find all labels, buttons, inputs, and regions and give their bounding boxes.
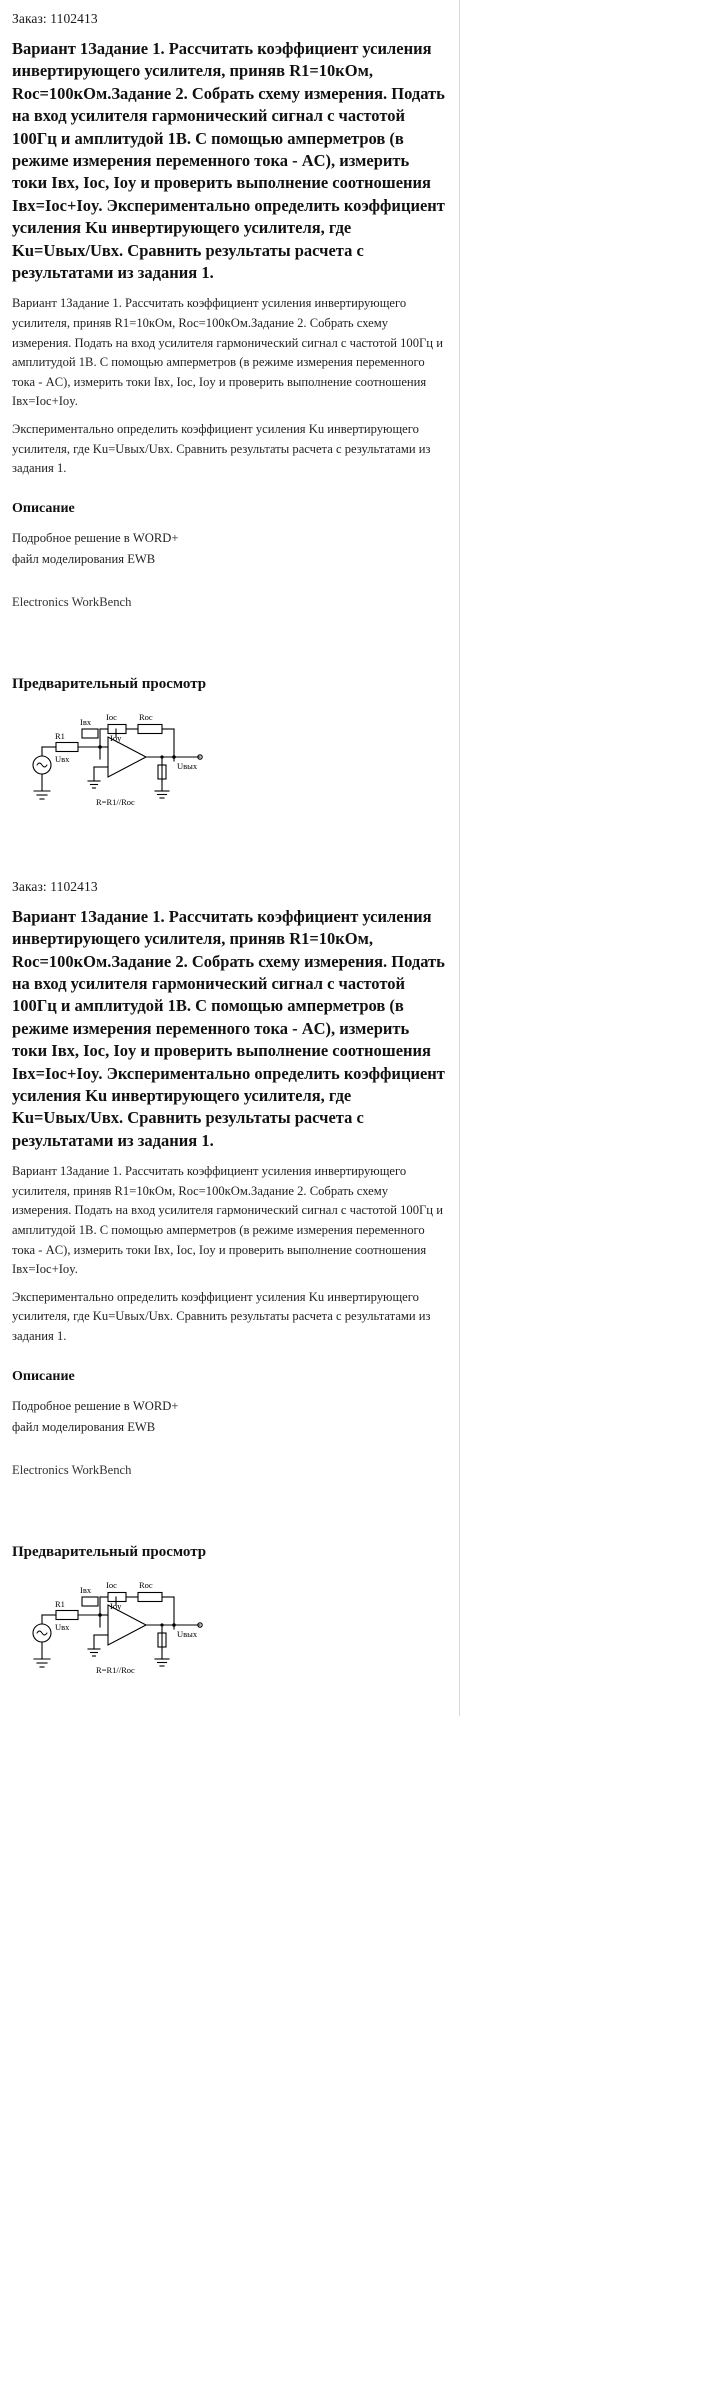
order-number: Заказ: 1102413 <box>12 11 98 26</box>
schematic-label-r1-2: R1 <box>55 1598 65 1609</box>
lead-paragraph: Вариант 1Задание 1. Рассчитать коэффициент усиления инвертирующего усилителя, приняв R1=10кОм, Roc=100кОм.Задание 2. Собрать схему измерения. Подать на вход усилителя гармонический сигнал с частотой 100Гц и амплитудой 1В. С помощью амперметров (в режиме измерения переменного тока - AC), измерить токи Iвх, Ioc, Ioy и проверить выполнение соотношения Iвх=Ioc+Ioy. Экспериментально определить коэффициент усиления Ku инвертирующего усилителя, где Ku=Uвых/Uвх. Сравнить результаты расчета с результатами из задания 1. <box>12 39 445 283</box>
schematic-label-uvyh: Uвых <box>177 760 198 771</box>
opamp-circuit-diagram-2 <box>22 1571 242 1676</box>
body-paragraph-2: Экспериментально определить коэффициент усиления Ku инвертирующего усилителя, где Ku=Uвых/Uвх. Сравнить результаты расчета с результатами из задания 1. <box>12 422 431 476</box>
description-line-2: файл моделирования EWB <box>12 551 156 566</box>
software-label-2: Electronics WorkBench <box>12 1462 132 1477</box>
preview-heading: Предварительный просмотр <box>12 675 207 692</box>
schematic-label-r1: R1 <box>55 730 65 741</box>
schematic-label-uvx-2: Uвх <box>55 1621 70 1632</box>
body-paragraph-1: Вариант 1Задание 1. Рассчитать коэффициент усиления инвертирующего усилителя, приняв R1=10кОм, Roc=100кОм.Задание 2. Собрать схему измерения. Подать на вход усилителя гармонический сигнал с частотой 100Гц и амплитудой 1В. С помощью амперметров (в режиме измерения переменного тока - AC), измерить токи Iвх, Ioc, Ioy и проверить выполнение соотношения Iвх=Ioc+Ioy. <box>12 296 443 409</box>
schematic-label-ioc-2: Ioc <box>106 1579 117 1590</box>
preview-heading-2: Предварительный просмотр <box>12 1543 207 1560</box>
description-heading-2: Описание <box>12 1368 75 1384</box>
description-heading: Описание <box>12 500 75 516</box>
schematic-figure-2 <box>0 1561 459 1676</box>
body-text-block <box>0 284 459 478</box>
description-line-1-copy: Подробное решение в WORD+ <box>12 1398 179 1413</box>
schematic-label-formula-2: R=R1//Roc <box>96 1664 135 1675</box>
schematic-label-uvyh-2: Uвых <box>177 1628 198 1639</box>
schematic-label-formula: R=R1//Roc <box>96 796 135 807</box>
schematic-label-ioy-2: Ioy <box>110 1600 122 1611</box>
schematic-label-uvx: Uвх <box>55 753 70 764</box>
description-line-1: Подробное решение в WORD+ <box>12 530 179 545</box>
schematic-label-ivx-2: Iвх <box>80 1584 92 1595</box>
schematic-label-roc-2: Roc <box>139 1579 153 1590</box>
opamp-circuit-diagram <box>22 703 242 808</box>
description-line-2-copy: файл моделирования EWB <box>12 1419 156 1434</box>
schematic-figure-1 <box>0 693 459 808</box>
lead-paragraph-2: Вариант 1Задание 1. Рассчитать коэффициент усиления инвертирующего усилителя, приняв R1=10кОм, Roc=100кОм.Задание 2. Собрать схему измерения. Подать на вход усилителя гармонический сигнал с частотой 100Гц и амплитудой 1В. С помощью амперметров (в режиме измерения переменного тока - AC), измерить токи Iвх, Ioc, Ioy и проверить выполнение соотношения Iвх=Ioc+Ioy. Экспериментально определить коэффициент усиления Ku инвертирующего усилителя, где Ku=Uвых/Uвх. Сравнить результаты расчета с результатами из задания 1. <box>12 906 445 1150</box>
description-block <box>0 517 459 569</box>
schematic-label-ioy: Ioy <box>110 732 122 743</box>
schematic-label-ivx: Iвх <box>80 716 92 727</box>
opamp-symbol <box>108 737 146 777</box>
schematic-label-ioc: Ioc <box>106 711 117 722</box>
software-label: Electronics WorkBench <box>12 594 132 609</box>
description-block-2 <box>0 1385 459 1437</box>
document-copy-2 <box>0 868 460 1716</box>
body-paragraph-1-copy: Вариант 1Задание 1. Рассчитать коэффициент усиления инвертирующего усилителя, приняв R1=10кОм, Roc=100кОм.Задание 2. Собрать схему измерения. Подать на вход усилителя гармонический сигнал с частотой 100Гц и амплитудой 1В. С помощью амперметров (в режиме измерения переменного тока - AC), измерить токи Iвх, Ioc, Ioy и проверить выполнение соотношения Iвх=Ioc+Ioy. <box>12 1164 443 1277</box>
opamp-symbol-2 <box>108 1605 146 1645</box>
body-paragraph-2-copy: Экспериментально определить коэффициент усиления Ku инвертирующего усилителя, где Ku=Uвых/Uвх. Сравнить результаты расчета с результатами из задания 1. <box>12 1289 431 1344</box>
document-copy-1 <box>0 0 460 868</box>
body-text-block-2 <box>0 1152 459 1346</box>
order-number-2: Заказ: 1102413 <box>12 878 98 894</box>
schematic-label-roc: Roc <box>139 711 153 722</box>
